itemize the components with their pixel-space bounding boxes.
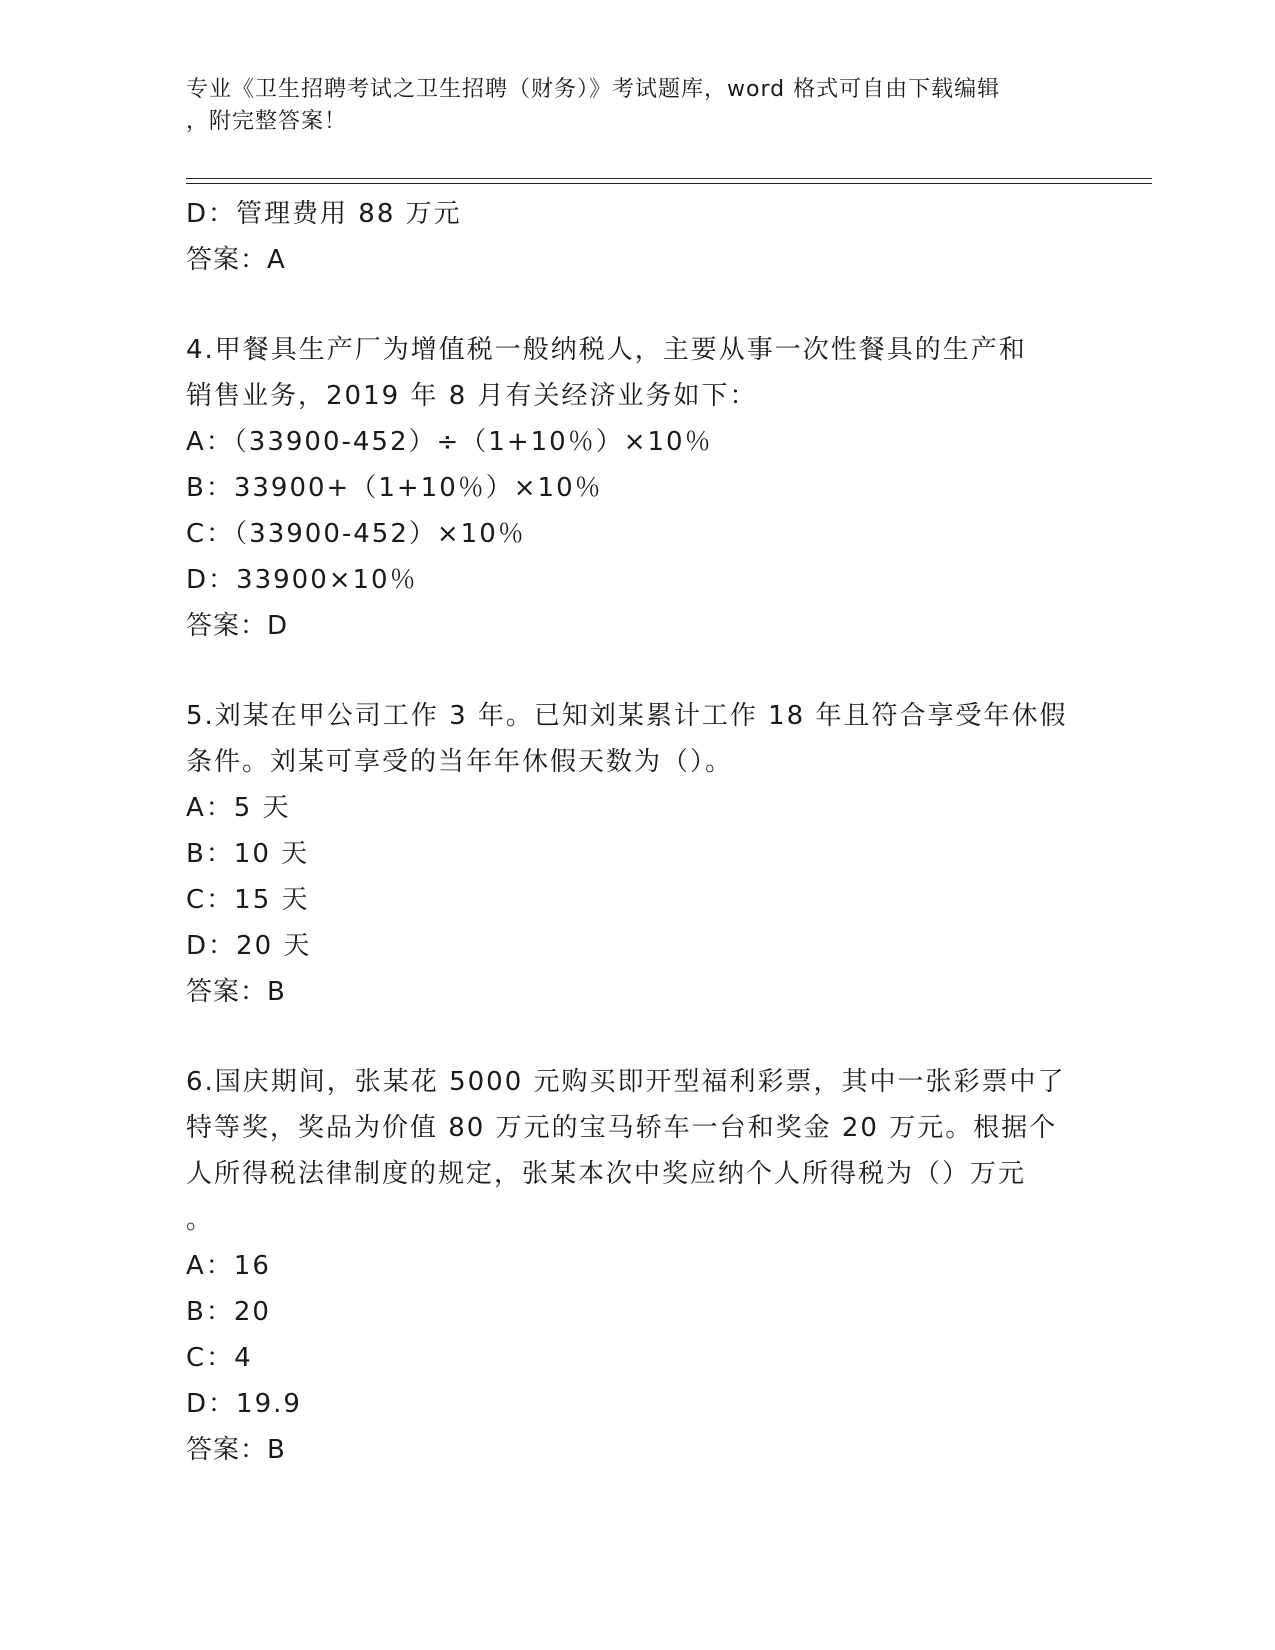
option-d: D：20 天 [186,931,312,961]
answer-line: 答案：D [186,611,289,641]
option-d: D：19.9 [186,1389,302,1419]
question-stem-cont: 特等奖，奖品为价值 80 万元的宝马轿车一台和奖金 20 万元。根据个 [186,1113,1058,1143]
option-a: A：16 [186,1251,271,1281]
previous-question-tail [186,191,1086,283]
document-header [186,74,1066,138]
question-stem: 6.国庆期间，张某花 5000 元购买即开型福利彩票，其中一张彩票中了 [186,1067,1066,1097]
spacer [186,283,1086,327]
option-d: D：33900×10％ [186,565,418,595]
answer-line: 答案：B [186,1435,286,1465]
spacer [186,649,1086,693]
question-stem-cont: 。 [186,1205,215,1235]
answer-line: 答案：B [186,977,286,1007]
header-divider-bottom [186,183,1152,184]
question-stem-cont: 条件。刘某可享受的当年年休假天数为（）。 [186,747,734,777]
question-content [186,191,1086,1473]
option-b: B：33900+（1+10％）×10％ [186,473,603,503]
option-b: B：20 [186,1297,271,1327]
option-d: D：管理费用 88 万元 [186,199,462,229]
question-stem: 4.甲餐具生产厂为增值税一般纳税人，主要从事一次性餐具的生产和 [186,335,1027,365]
question-6 [186,1059,1086,1473]
option-c: C：15 天 [186,885,310,915]
question-stem: 5.刘某在甲公司工作 3 年。已知刘某累计工作 18 年且符合享受年休假 [186,701,1068,731]
question-5 [186,693,1086,1015]
option-c: C：（33900-452）×10％ [186,519,526,549]
spacer [186,1015,1086,1059]
answer-line: 答案：A [186,245,286,275]
question-4 [186,327,1086,649]
header-line-2: ，附完整答案！ [186,109,348,134]
option-b: B：10 天 [186,839,310,869]
option-a: A：（33900-452）÷（1+10％）×10％ [186,427,713,457]
header-divider-top [186,178,1152,179]
question-stem-cont: 销售业务，2019 年 8 月有关经济业务如下： [186,381,758,411]
option-c: C：4 [186,1343,253,1373]
question-stem-cont: 人所得税法律制度的规定，张某本次中奖应纳个人所得税为（）万元 [186,1159,1027,1189]
option-a: A：5 天 [186,793,291,823]
header-line-1: 专业《卫生招聘考试之卫生招聘（财务）》考试题库，word 格式可自由下载编辑 [186,77,1001,102]
